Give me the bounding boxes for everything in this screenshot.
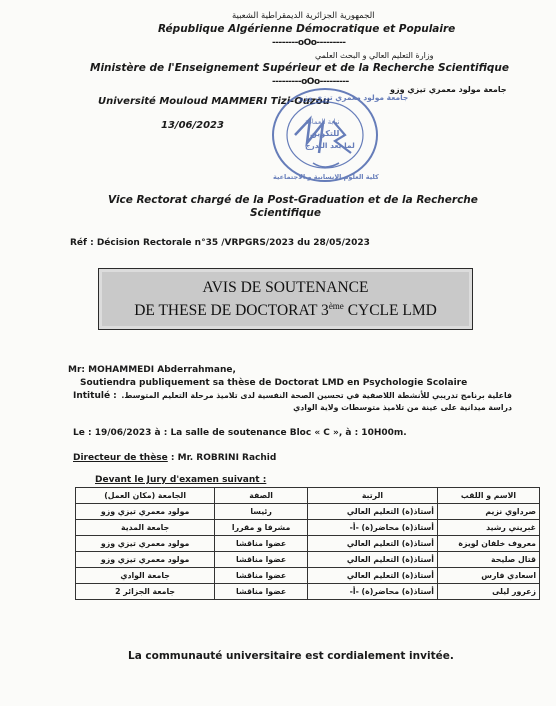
university-french: Université Mouloud MAMMERI Tizi-Ouzou xyxy=(98,96,330,107)
table-row xyxy=(76,584,540,600)
jury-grade: أستاذ(ة) محاضر(ة) -أ- xyxy=(308,520,438,536)
seal-line-2: للتكوين xyxy=(310,129,340,138)
header-role: الصفة xyxy=(215,488,308,504)
avis-superscript: ème xyxy=(328,301,344,311)
director-line xyxy=(73,453,276,463)
director-label: Directeur de thèse xyxy=(73,453,168,463)
thesis-title-line-1: فاعلية برنامج تدريبي للأنشطة اللاصفية في تحسين الصحة النفسية لدى تلاميذ مرحلة التعليم المتوسط. xyxy=(121,391,512,400)
avis-line-2-end: CYCLE LMD xyxy=(343,302,437,320)
jury-name: زعرور ليلى xyxy=(437,584,539,600)
jury-name: اسعادي فارس xyxy=(437,568,539,584)
jury-institution: جامعة الجزائر 2 xyxy=(76,584,215,600)
jury-role: مشرفا و مقررا xyxy=(215,520,308,536)
intitule-label: Intitulé : xyxy=(73,391,117,401)
table-row xyxy=(76,568,540,584)
table-row xyxy=(76,504,540,520)
avis-line-1: AVIS DE SOUTENANCE xyxy=(202,279,369,296)
jury-role: عضوا مناقشا xyxy=(215,536,308,552)
jury-grade: أستاذ(ة) محاضر(ة) -أ- xyxy=(308,584,438,600)
seal-ring-text: جامعة مولود معمري تيزي وزو xyxy=(299,93,409,102)
jury-institution: مولود معمري تيزي وزو xyxy=(76,504,215,520)
separator-2: ---------oOo--------- xyxy=(272,77,349,87)
soutiendra-line: Soutiendra publiquement sa thèse de Doctorat LMD en Psychologie Scolaire xyxy=(80,378,468,388)
table-row xyxy=(76,536,540,552)
jury-role: عضوا مناقشا xyxy=(215,584,308,600)
jury-name: غبريني رشيد xyxy=(437,520,539,536)
table-row xyxy=(76,520,540,536)
university-arabic: جامعة مولود معمري تيزي وزو xyxy=(390,85,507,94)
avis-line-2-main: DE THESE DE DOCTORAT 3 xyxy=(134,302,329,320)
seal-bottom-text: كلية العلوم الانسانية و الاجتماعية xyxy=(273,173,379,181)
table-row xyxy=(76,552,540,568)
university-seal xyxy=(255,83,409,193)
jury-heading: Devant le Jury d'examen suivant : xyxy=(95,475,267,485)
jury-institution: جامعة الوادي xyxy=(76,568,215,584)
jury-role: عضوا مناقشا xyxy=(215,552,308,568)
director-value: : Mr. ROBRINI Rachid xyxy=(167,453,277,463)
seal-line-3: لما بعد التدرج xyxy=(305,141,355,150)
thesis-title-line-2: دراسة ميدانية على عينة من تلاميذ متوسطات ولاية الوادي xyxy=(293,403,512,412)
jury-grade: أستاذ(ة) التعليم العالي xyxy=(308,504,438,520)
defense-info: Le : 19/06/2023 à : La salle de soutenance Bloc « C », à : 10H00m. xyxy=(73,428,407,438)
jury-name: معروف خلفان لويزة xyxy=(437,536,539,552)
republic-arabic: الجمهورية الجزائرية الديمقراطية الشعبية xyxy=(232,11,375,21)
footer-invitation: La communauté universitaire est cordialement invitée. xyxy=(128,650,454,662)
jury-grade: أستاذ(ة) التعليم العالي xyxy=(308,552,438,568)
reference-line: Réf : Décision Rectorale n°35 /VRPGRS/2023 du 28/05/2023 xyxy=(70,238,370,248)
jury-institution: جامعة المدية xyxy=(76,520,215,536)
vice-rectorat-line-2: Scientifique xyxy=(250,207,321,219)
jury-grade: أستاذ(ة) التعليم العالي xyxy=(308,568,438,584)
republic-french: République Algérienne Démocratique et Populaire xyxy=(158,23,456,35)
jury-name: صرداوي نزيم xyxy=(437,504,539,520)
jury-grade: أستاذ(ة) التعليم العالي xyxy=(308,536,438,552)
document-date: 13/06/2023 xyxy=(161,120,224,131)
jury-institution: مولود معمري تيزي وزو xyxy=(76,552,215,568)
candidate-name: Mr: MOHAMMEDI Abderrahmane, xyxy=(68,365,236,375)
ministry-french: Ministère de l'Enseignement Supérieur et de la Recherche Scientifique xyxy=(90,62,509,74)
separator: --------oOo--------- xyxy=(272,38,346,48)
ministry-arabic: وزارة التعليم العالي و البحث العلمي xyxy=(315,51,434,60)
header-name: الاسم و اللقب xyxy=(437,488,539,504)
seal-line-1: نيابة العمادة xyxy=(305,118,340,126)
jury-header-row xyxy=(76,488,540,504)
header-institution: الجامعة (مكان العمل) xyxy=(76,488,215,504)
header-grade: الرتبة xyxy=(308,488,438,504)
avis-title-box xyxy=(98,268,473,330)
jury-role: عضوا مناقشا xyxy=(215,568,308,584)
jury-institution: مولود معمري تيزي وزو xyxy=(76,536,215,552)
jury-table xyxy=(75,487,540,600)
avis-line-2 xyxy=(99,297,472,320)
vice-rectorat-line-1: Vice Rectorat chargé de la Post-Graduation et de la Recherche xyxy=(108,194,478,206)
jury-role: رئيسا xyxy=(215,504,308,520)
jury-name: قتال صليحة xyxy=(437,552,539,568)
